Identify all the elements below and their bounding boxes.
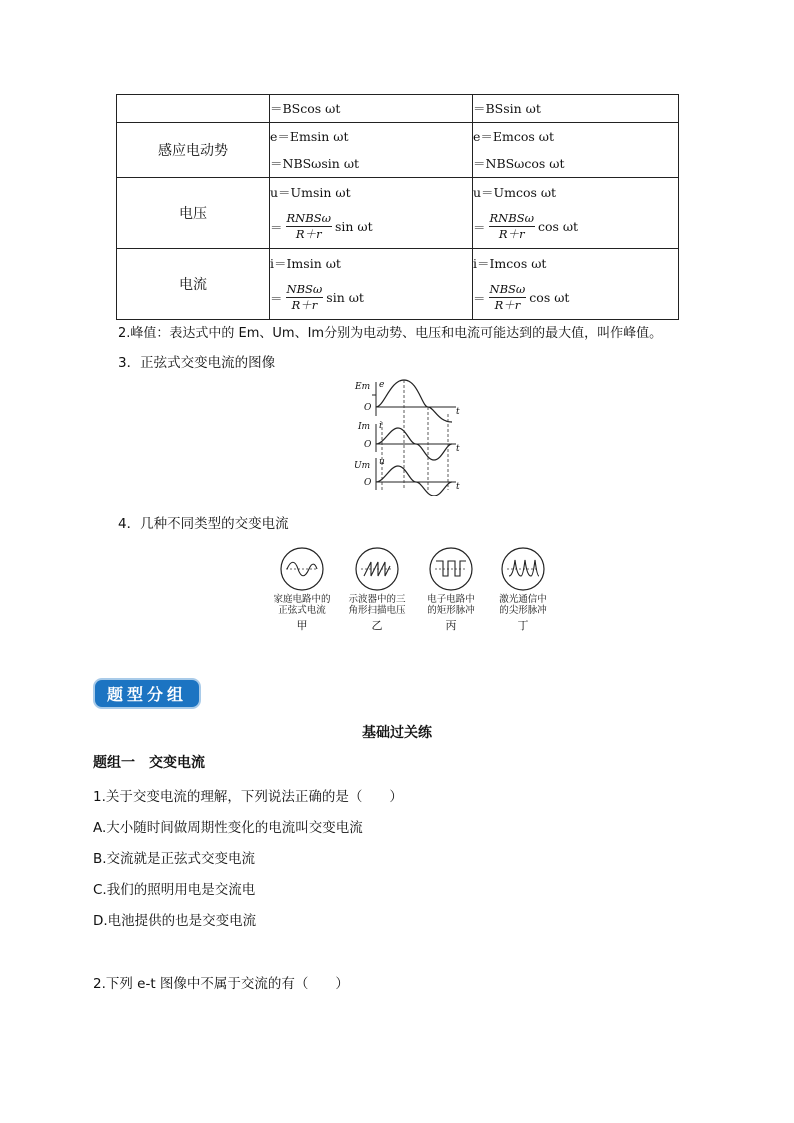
label-origin-2: O xyxy=(364,440,372,450)
frac-numerator: NBSω xyxy=(286,282,323,296)
caption-name: 丙 xyxy=(445,619,457,632)
label-Im: Im xyxy=(358,422,371,432)
frac-trig: sin ωt xyxy=(334,219,373,234)
formula-i-cos: i＝Imcos ωt xyxy=(473,255,547,271)
section-badge: 题型分组 xyxy=(95,680,199,707)
row-label-current: 电流 xyxy=(117,249,270,320)
option-c[interactable]: C.我们的照明用电是交流电 xyxy=(93,882,256,898)
frac-trig: cos ωt xyxy=(529,290,570,305)
sine-current-icon xyxy=(279,546,325,592)
question-1-stem: 1.关于交变电流的理解，下列说法正确的是（ ） xyxy=(93,789,403,805)
formula-nbs-sin: ＝NBSωsin ωt xyxy=(270,156,360,171)
formula-u-cos: u＝Umcos ωt xyxy=(473,184,557,200)
formula-e-cos: e＝Emcos ωt xyxy=(473,129,555,144)
caption-sawtooth xyxy=(337,594,417,631)
formula-e-sin: e＝Emsin ωt xyxy=(270,129,349,144)
caption-line-2: 正弦式电流 xyxy=(278,605,326,616)
caption-name: 甲 xyxy=(296,619,308,632)
label-Em: Em xyxy=(355,382,371,392)
graph-heading: 3．正弦式交变电流的图像 xyxy=(118,355,276,371)
caption-name: 乙 xyxy=(371,619,383,632)
formula-nbs-cos: ＝NBSωcos ωt xyxy=(473,156,565,171)
caption-line-2: 的矩形脉冲 xyxy=(427,605,475,616)
formula-i-sin: i＝Imsin ωt xyxy=(270,255,341,271)
caption-line-2: 的尖形脉冲 xyxy=(499,605,547,616)
caption-name: 丁 xyxy=(517,619,529,632)
caption-line-2: 角形扫描电压 xyxy=(348,605,406,616)
caption-sine xyxy=(262,594,342,631)
spike-pulse-icon xyxy=(500,546,546,592)
label-t-3: t xyxy=(456,482,460,492)
row-label-voltage: 电压 xyxy=(117,178,270,249)
sine-graphs-figure xyxy=(352,378,464,496)
frac-denominator: R＋r xyxy=(494,298,521,312)
label-i: i xyxy=(379,421,382,431)
label-t-2: t xyxy=(456,444,460,454)
formula-i-frac-cos: ＝ $\frac{\text{NBSω}}{R+r}$ cos ωt xyxy=(473,282,570,312)
caption-line-1: 电子电路中 xyxy=(427,594,475,605)
label-origin-1: O xyxy=(364,403,372,413)
frac-trig: cos ωt xyxy=(537,219,579,234)
formula-u-frac-cos: ＝ $\frac{\text{RNBSω}}{R+r}$ cos ωt xyxy=(473,211,579,241)
label-u: u xyxy=(379,457,385,467)
formula-i-frac-sin: ＝ $\frac{\text{NBSω}}{R+r}$ sin ωt xyxy=(270,282,364,312)
formula-bs-cos: ＝BScos ωt xyxy=(270,101,341,116)
question-2-stem: 2.下列 e-t 图像中不属于交流的有（ ） xyxy=(93,976,349,992)
group-title: 题组一 交变电流 xyxy=(93,755,205,771)
types-heading: 4．几种不同类型的交变电流 xyxy=(118,516,289,532)
square-pulse-icon xyxy=(428,546,474,592)
caption-line-1: 激光通信中 xyxy=(499,594,547,605)
label-origin-3: O xyxy=(364,478,372,488)
formula-table xyxy=(116,94,679,320)
caption-line-1: 家庭电路中的 xyxy=(273,594,331,605)
formula-u-frac-sin: ＝ $\frac{\text{RNBSω}}{R+r}$ sin ωt xyxy=(270,211,373,241)
frac-denominator: R＋r xyxy=(291,298,318,312)
frac-numerator: RNBSω xyxy=(286,211,331,225)
caption-square xyxy=(411,594,491,631)
row-label-emf: 感应电动势 xyxy=(117,123,270,178)
option-b[interactable]: B.交流就是正弦式交变电流 xyxy=(93,851,256,867)
frac-denominator: R＋r xyxy=(498,227,525,241)
section-title: 基础过关练 xyxy=(362,725,432,741)
option-d[interactable]: D.电池提供的也是交变电流 xyxy=(93,913,257,929)
peak-value-paragraph: 2.峰值：表达式中的 Em、Um、Im分别为电动势、电压和电流可能达到的最大值，叫作峰值。 xyxy=(118,326,663,341)
table-row-header-empty xyxy=(117,95,270,123)
label-e: e xyxy=(379,380,385,390)
label-t-1: t xyxy=(456,407,460,417)
caption-spike xyxy=(483,594,563,631)
caption-line-1: 示波器中的三 xyxy=(348,594,406,605)
formula-bs-sin: ＝BSsin ωt xyxy=(473,101,541,116)
frac-trig: sin ωt xyxy=(326,290,364,305)
frac-denominator: R＋r xyxy=(295,227,322,241)
frac-numerator: NBSω xyxy=(489,282,526,296)
label-Um: Um xyxy=(354,461,371,471)
sawtooth-icon xyxy=(354,546,400,592)
option-a[interactable]: A.大小随时间做周期性变化的电流叫交变电流 xyxy=(93,820,363,836)
frac-numerator: RNBSω xyxy=(489,211,534,225)
formula-u-sin: u＝Umsin ωt xyxy=(270,184,351,200)
